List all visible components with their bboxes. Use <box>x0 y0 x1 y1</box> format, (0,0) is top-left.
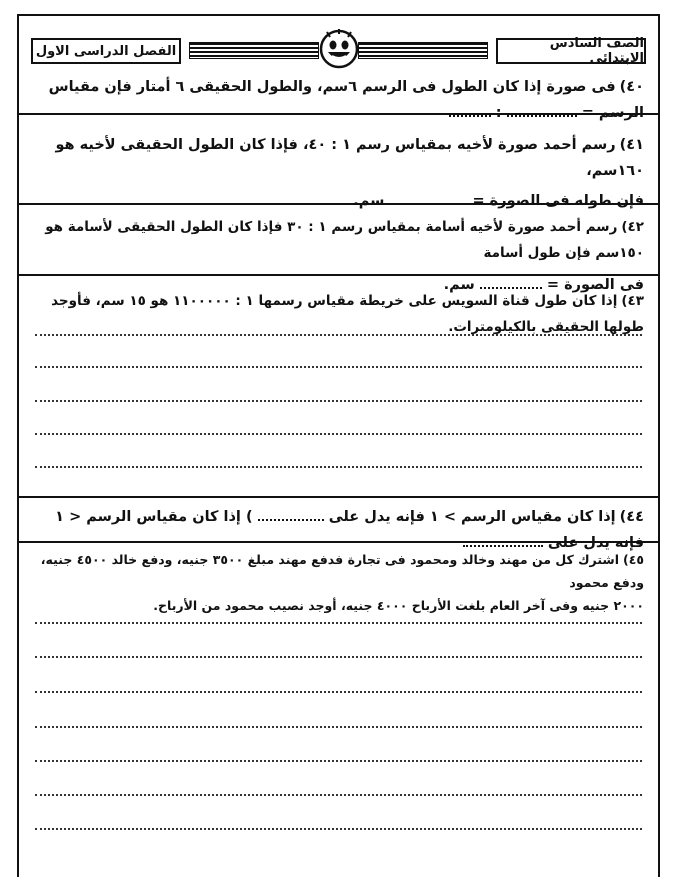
answer-blank[interactable] <box>507 105 577 117</box>
divider <box>19 274 658 276</box>
question-text: ) إذا كان مقياس الرسم < ١ فإنه يدل على <box>55 509 644 551</box>
grade-label: الصف السادس الابتدائى <box>496 38 646 64</box>
answer-line[interactable] <box>35 656 642 658</box>
question-45 <box>19 548 658 617</box>
answer-line[interactable] <box>35 400 642 402</box>
ratio-colon: : <box>495 105 502 121</box>
divider <box>19 496 658 498</box>
unit-label: سم. <box>443 277 475 293</box>
header-decoration-bar <box>358 42 488 59</box>
question-number: ٤٠) <box>619 79 644 95</box>
answer-line[interactable] <box>35 726 642 728</box>
question-40 <box>19 74 658 126</box>
question-text: ٢٠٠٠ جنيه وفى آخر العام بلغت الأرباح ٤٠٠٠ جنيه، أوجد نصيب محمود من الأرباح. <box>153 598 644 613</box>
divider <box>19 113 658 115</box>
question-text: إذا كان طول قناة السويس على خريطة مقياس رسمها ١ : ١١٠٠٠٠٠ هو ١٥ سم، فأوجد طولها الحقيقى بالكيلومترات. <box>51 293 644 335</box>
worksheet-header <box>27 24 650 74</box>
question-number: ٤٢) <box>621 219 644 235</box>
question-number: ٤٤) <box>619 509 644 525</box>
answer-line[interactable] <box>35 622 642 624</box>
term-label: الفصل الدراسى الاول <box>31 38 181 64</box>
question-43 <box>19 288 658 340</box>
header-decoration-bar <box>189 42 319 59</box>
question-text: رسم أحمد صورة لأخيه أسامة بمقياس رسم ١ : ٣٠ فإذا كان الطول الحقيقى لأسامة هو ١٥٠سم فإن طول أسامة <box>45 219 644 261</box>
question-41 <box>19 132 658 214</box>
question-number: ٤١) <box>619 137 644 153</box>
question-42 <box>19 214 658 298</box>
answer-line[interactable] <box>35 466 642 468</box>
answer-line[interactable] <box>35 433 642 435</box>
question-text: اشترك كل من مهند وخالد ومحمود فى تجارة فدفع مهند مبلغ ٣٥٠٠ جنيه، ودفع خالد ٤٥٠٠ جنيه، ودفع محمود <box>40 552 644 590</box>
question-text: إذا كان مقياس الرسم > ١ فإنه يدل على <box>328 509 616 525</box>
divider <box>19 203 658 205</box>
question-number: ٤٣) <box>621 293 644 309</box>
worksheet-page <box>17 14 660 877</box>
answer-line[interactable] <box>35 366 642 368</box>
answer-blank[interactable] <box>449 105 491 117</box>
question-number: ٤٥) <box>623 552 644 567</box>
answer-line[interactable] <box>35 691 642 693</box>
divider <box>19 541 658 543</box>
question-text: فى صورة إذا كان الطول فى الرسم ٦سم، والطول الحقيقى ٦ أمتار فإن مقياس الرسم = <box>48 79 644 121</box>
unit-label: سم. <box>353 193 385 209</box>
answer-line[interactable] <box>35 760 642 762</box>
answer-line[interactable] <box>35 334 642 336</box>
smiley-face-icon <box>317 26 361 70</box>
question-text: فى الصورة = <box>546 277 644 293</box>
answer-line[interactable] <box>35 828 642 830</box>
answer-line[interactable] <box>35 794 642 796</box>
answer-blank[interactable] <box>258 509 324 521</box>
question-text: فإن طوله فى الصورة = <box>472 193 644 209</box>
question-text: رسم أحمد صورة لأخيه بمقياس رسم ١ : ٤٠، فإذا كان الطول الحقيقى لأخيه هو ١٦٠سم، <box>55 137 644 179</box>
